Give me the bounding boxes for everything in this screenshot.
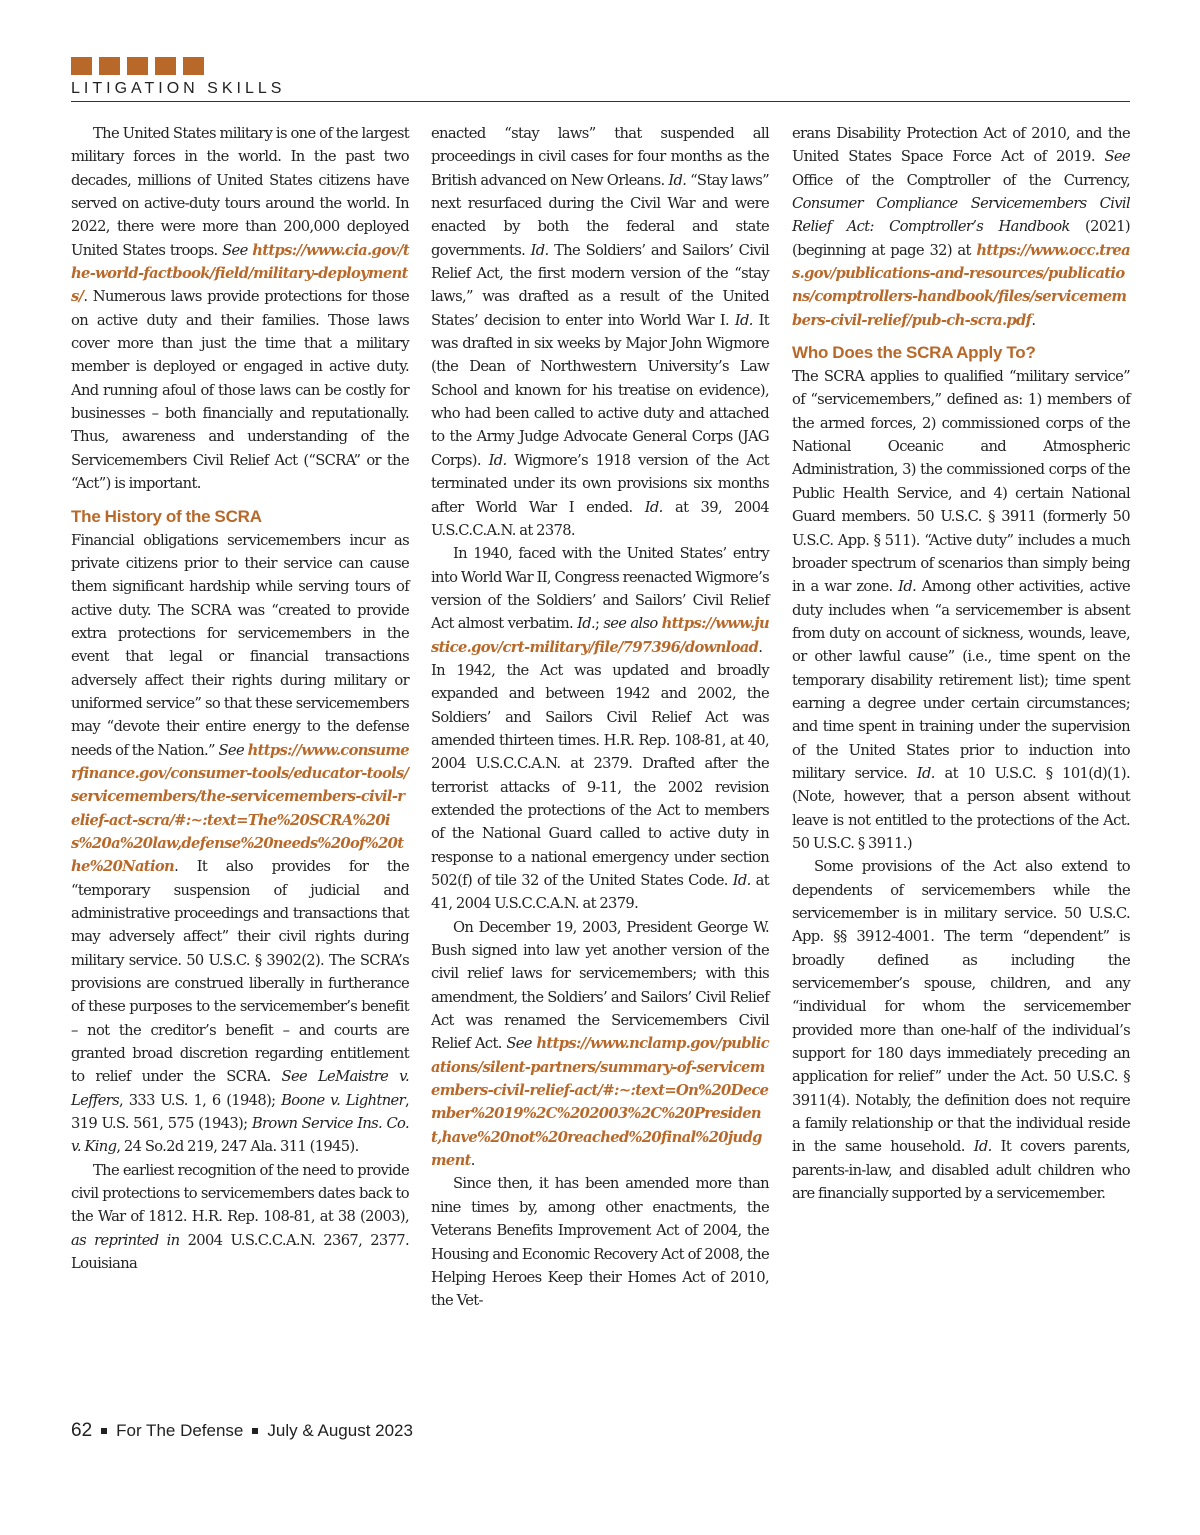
paragraph-history-2-continued: enacted “stay laws” that suspended all proceedings in civil cases for four months as the British advanced on New Orleans. Id. “Stay laws” next resurfaced during the Civil War and were enacted by both the federal and state governments. Id. The Soldiers’ and Sailors’ Civil Relief Act, the first modern version of the “stay laws,” was drafted as a result of the United States’ decision to enter into World War I. Id. It was drafted in six weeks by Major John Wigmore (the Dean of Northwestern University’s Law School and known for his treatise on evidence), who had been called to active duty and attached to the Army Judge Advocate General Corps (JAG Corps). Id. Wigmore’s 1918 version of the Act terminated under its own provisions six months after World War I ended. Id. at 39, 2004 U.S.C.C.A.N. at 2378.	[431, 125, 770, 539]
page-footer	[71, 1420, 413, 1442]
article-column-3	[792, 122, 1130, 1205]
citation-link[interactable]: https:/​/​www.occ.treas.gov/​publications-and-resources/​publications/​comptrollers-handbook/​files/​servicemembers-civil-relief/​pub-ch-scra.pdf	[792, 241, 1130, 329]
footer-separator	[252, 1428, 258, 1434]
paragraph-history-2: The earliest recognition of the need to provide civil protections to servicemembers dates back to the War of 1812. H.R. Rep. 108-81, at 38 (2003), as reprinted in 2004 U.S.C.C.A.N. 2367, 2377. Louisiana	[71, 1161, 409, 1273]
paragraph-history-5: Since then, it has been amended more than nine times by, among other enactments, the Veterans Benefits Improvement Act of 2004, the Housing and Economic Recovery Act of 2008, the Helping Heroes Keep their Homes Act of 2010, the Vet-	[431, 1175, 769, 1310]
header-square	[99, 57, 120, 75]
citation-link[interactable]: https:/​/​www.justice.gov/​crt-military/​file/​797396/​download	[431, 615, 769, 656]
header-square	[71, 57, 92, 75]
paragraph-history-3: In 1940, faced with the United States’ entry into World War II, Congress reenacted Wigmore’s version of the Soldiers’ and Sailors’ Civil Relief Act almost verbatim. Id.; see also https:/​/​www.justice.gov/​crt-military/​file/​797396/​download. In 1942, the Act was updated and broadly expanded and between 1942 and 2002, the Soldiers’ and Sailors Civil Relief Act was amended thirteen times. H.R. Rep. 108-81, at 40, 2004 U.S.C.C.A.N. at 2379. Drafted after the terrorist attacks of 9-11, the 2002 revision extended the protections of the Act to members of the National Guard called to active duty in response to a national emergency under section 502(f) of tile 32 of the United States Code. Id. at 41, 2004 U.S.C.C.A.N. at 2379.	[431, 545, 769, 913]
citation-link[interactable]: https:/​/​www.consumerfinance.gov/​consumer-tools/​educator-tools/​servicemembers/​the-servicemembers-civil-relief-act-scra/​#:~:text=The%20SCRA%20is%20a%20law,defense%20needs%20of%20the%20Nation	[71, 741, 409, 876]
citation-link[interactable]: https:/​/​www.nclamp.gov/​publications/​silent-partners/​summary-of-servicemembers-civil-relief-act/​#:~:text=On%20December%2019%2C%202003%2C%20President,have%20not%20reached%20final%20judgment	[431, 1035, 769, 1170]
citation-link[interactable]: https:/​/​www.cia.gov/​the-world-factbook/​field/​military-deployments/​	[71, 241, 409, 306]
heading-who-applies: Who Does the SCRA Apply To?	[792, 343, 1036, 363]
header-square	[183, 57, 204, 75]
publication-name: For The Defense	[116, 1421, 244, 1440]
paragraph-applies-2: Some provisions of the Act also extend to dependents of servicemembers while the servicemember is in military service. 50 U.S.C. App. §§ 3912-4001. The term “dependent” is broadly defined as including the servicemember’s spouse, children, and any “individual for whom the servicemember provided more than one-half of the individual’s support for 180 days immediately preceding an application for relief” under the Act. 50 U.S.C. § 3911(4). Notably, the definition does not require a family relationship or that the individual reside in the same household. Id. It covers parents, parents-in-law, and disabled adult children who are financially supported by a servicemember.	[792, 858, 1130, 1203]
paragraph-history-1: Financial obligations servicemembers incur as private citizens prior to their service can cause them significant hardship while serving tours of active duty. The SCRA was “created to provide extra protections for servicemembers in the event that legal or financial transactions adversely affect their rights during military or uniformed service” so that these servicemembers may “devote their entire energy to the defense needs of the Nation.” See https:/​/​www.consumerfinance.gov/​consumer-tools/​educator-tools/​servicemembers/​the-servicemembers-civil-relief-act-scra/​#:~:text=The%20SCRA%20is%20a%20law,defense%20needs%20of%20the%20Nation. It also provides for the “temporary suspension of judicial and administrative proceedings and transactions that may adversely affect” their civil rights during military service. 50 U.S.C. § 3902(2). The SCRA’s provisions are construed liberally in furtherance of these purposes to the servicemember’s benefit – not the creditor’s benefit – and courts are granted broad discretion regarding entitlement to relief under the SCRA. See LeMaistre v. Leffers, 333 U.S. 1, 6 (1948); Boone v. Lightner, 319 U.S. 561, 575 (1943); Brown Service Ins. Co. v. King, 24 So.2d 219, 247 Ala. 311 (1945).	[71, 531, 409, 1156]
footer-separator	[101, 1428, 107, 1434]
section-label: LITIGATION SKILLS	[71, 80, 286, 97]
paragraph-applies-1: The SCRA applies to qualified “military service” of “servicemembers,” defined as: 1) members of the armed forces, 2) commissioned corps of the National Oceanic and Atmospheric Administration, 3) the commissioned corps of the Public Health Service, and 4) certain National Guard members. 50 U.S.C. § 3911 (formerly 50 U.S.C. App. § 511). “Active duty” includes a much broader spectrum of scenarios than simply being in a war zone. Id. Among other activities, active duty includes when “a servicemember is absent from duty on account of sickness, wounds, leave, or other lawful cause” (i.e., time spent on the temporary disability retirement list); time spent earning a degree under certain circumstances; and time spent in training under the supervision of the United States prior to induction into military service. Id. at 10 U.S.C. § 101(d)(1). (Note, however, that a person absent without leave is not entitled to the protections of the Act. 50 U.S.C. § 3911.)	[792, 368, 1131, 852]
paragraph-intro: The United States military is one of the largest military forces in the world. In the past two decades, millions of United States citizens have served on active-duty tours around the world. In 2022, there were more than 200,000 deployed United States troops. See https:/​/​www.cia.gov/​the-world-factbook/​field/​military-deployments/​. Numerous laws provide protections for those on active duty and their families. Those laws cover more than just the time that a military member is deployed or engaged in active duty. And running afoul of those laws can be costly for businesses – both financially and reputationally. Thus, awareness and understanding of the Servicemembers Civil Relief Act (“SCRA” or the “Act”) is important.	[71, 125, 409, 493]
page-number: 62	[71, 1420, 93, 1441]
issue-date: July & August 2023	[267, 1421, 413, 1440]
header-rule	[71, 101, 1130, 102]
header-square	[127, 57, 148, 75]
article-column-2	[431, 122, 769, 1313]
heading-history: The History of the SCRA	[71, 506, 262, 526]
article-column-1	[71, 122, 409, 1276]
header-squares-decoration	[71, 57, 204, 75]
paragraph-history-5-continued: erans Disability Protection Act of 2010, and the United States Space Force Act of 2019. See Office of the Comptroller of the Currency, Consumer Compliance Servicemembers Civil Relief Act: Comptroller’s Handbook (2021) (beginning at page 32) at https:/​/​www.occ.treas.gov/​publications-and-resources/​publications/​comptrollers-handbook/​files/​servicemembers-civil-relief/​pub-ch-scra.pdf.	[792, 125, 1130, 329]
paragraph-history-4: On December 19, 2003, President George W. Bush signed into law yet another version of the civil relief laws for servicemembers; with this amendment, the Soldiers’ and Sailors’ Civil Relief Act was renamed the Servicemembers Civil Relief Act. See https:/​/​www.nclamp.gov/​publications/​silent-partners/​summary-of-servicemembers-civil-relief-act/​#:~:text=On%20December%2019%2C%202003%2C%20President,have%20not%20reached%20final%20judgment.	[431, 918, 769, 1170]
header-square	[155, 57, 176, 75]
